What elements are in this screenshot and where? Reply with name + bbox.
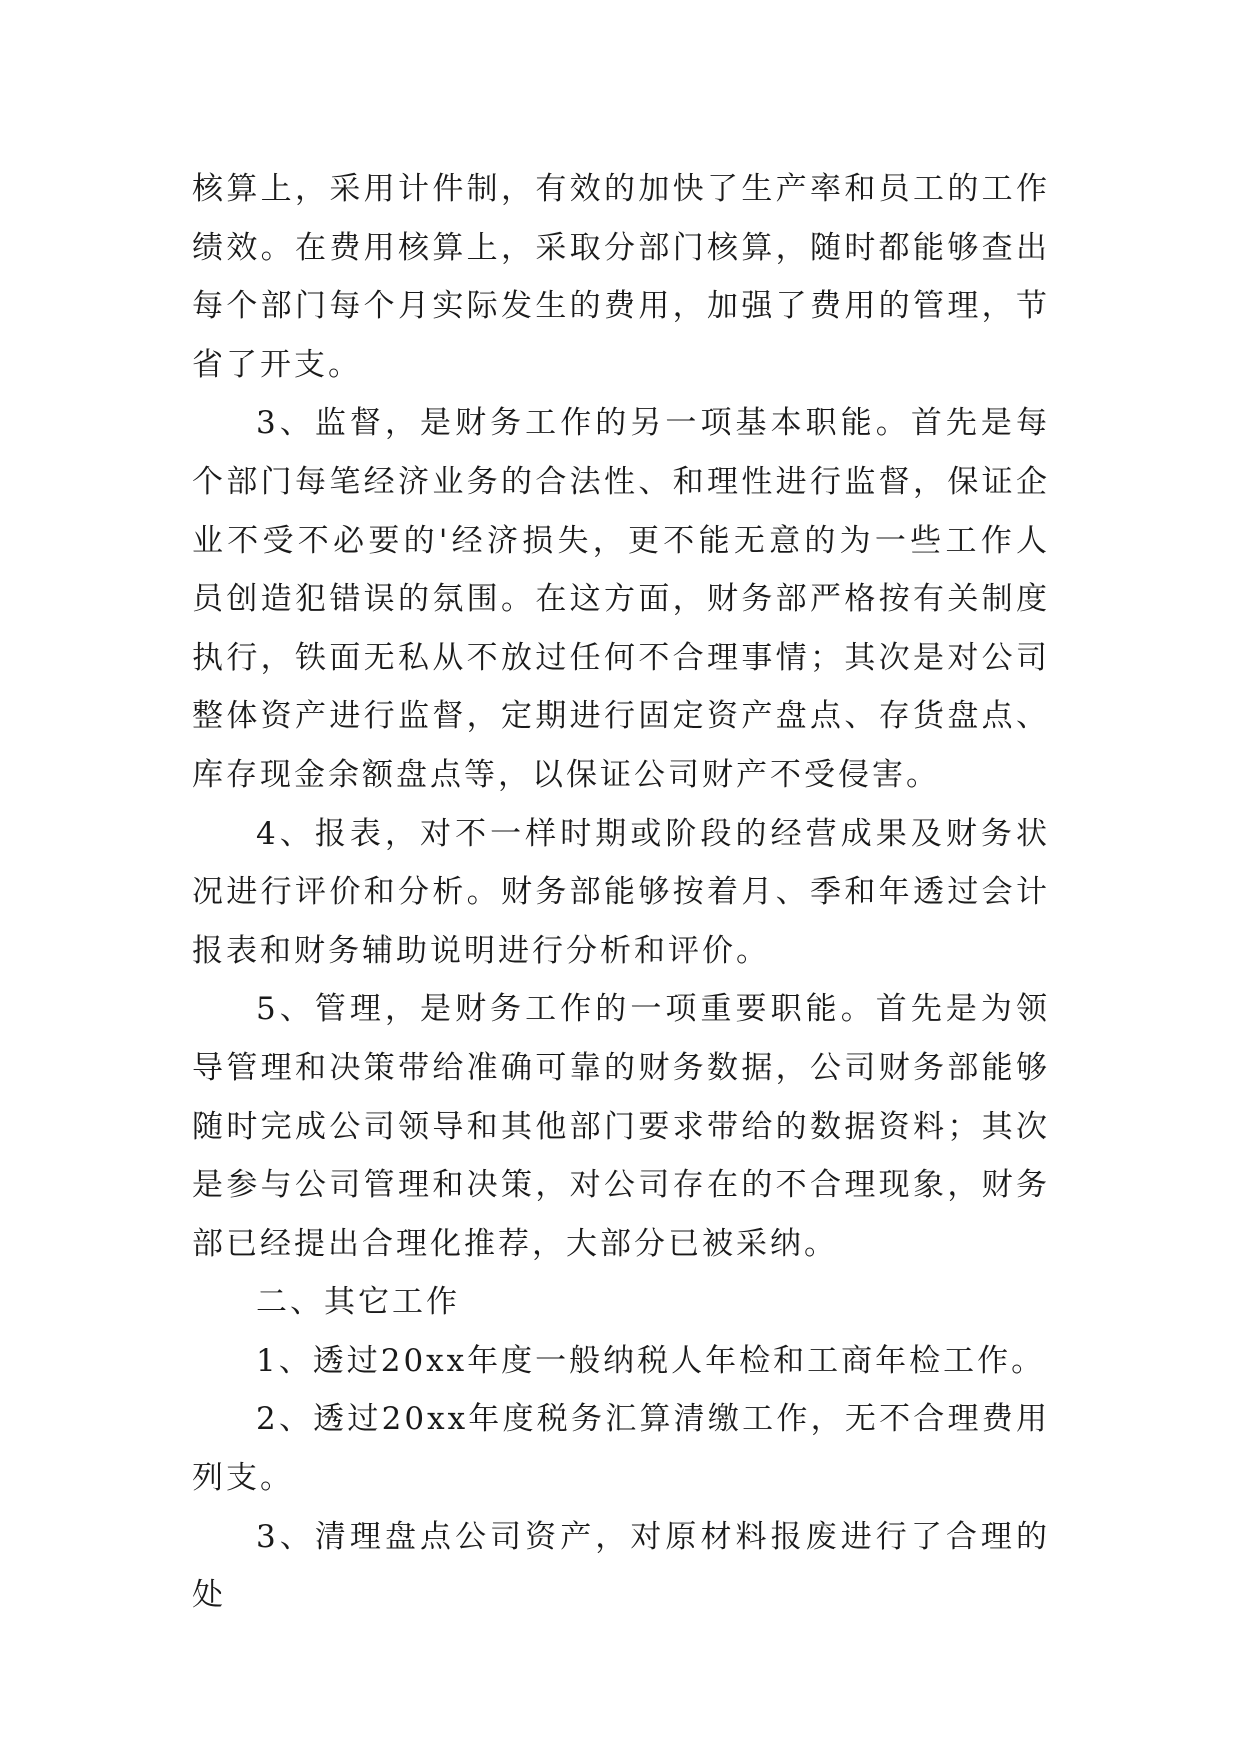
paragraph-management: 5、管理，是财务工作的一项重要职能。首先是为领导管理和决策带给准确可靠的财务数据，公司财务部能够随时完成公司领导和其他部门要求带给的数据资料；其次是参与公司管理和决策，对公司存在的不合理现象，财务部已经提出合理化推荐，大部分已被采纳。 bbox=[192, 991, 1050, 1262]
paragraph-supervision: 3、监督，是财务工作的另一项基本职能。首先是每个部门每笔经济业务的合法性、和理性进行监督，保证企业不受不必要的'经济损失，更不能无意的为一些工作人员创造犯错误的氛围。在这方面，财务部严格按有关制度执行，铁面无私从不放过任何不合理事情；其次是对公司整体资产进行监督，定期进行固定资产盘点、存货盘点、库存现金余额盘点等，以保证公司财产不受侵害。 bbox=[192, 405, 1050, 793]
list-item-asset-inventory: 3、清理盘点公司资产，对原材料报废进行了合理的处 bbox=[192, 1518, 1050, 1614]
list-item-annual-inspection: 1、透过20xx年度一般纳税人年检和工商年检工作。 bbox=[256, 1342, 1046, 1379]
paragraph-cost-accounting: 核算上，采用计件制，有效的加快了生产率和员工的工作绩效。在费用核算上，采取分部门核算，随时都能够查出每个部门每个月实际发生的费用，加强了费用的管理，节省了开支。 bbox=[192, 171, 1050, 383]
paragraph-reports: 4、报表，对不一样时期或阶段的经营成果及财务状况进行评价和分析。财务部能够按着月、季和年透过会计报表和财务辅助说明进行分析和评价。 bbox=[192, 815, 1050, 969]
document-body bbox=[192, 160, 1050, 1625]
list-item-tax-settlement: 2、透过20xx年度税务汇算清缴工作，无不合理费用列支。 bbox=[192, 1401, 1050, 1497]
section-heading-other-work: 二、其它工作 bbox=[256, 1284, 460, 1321]
